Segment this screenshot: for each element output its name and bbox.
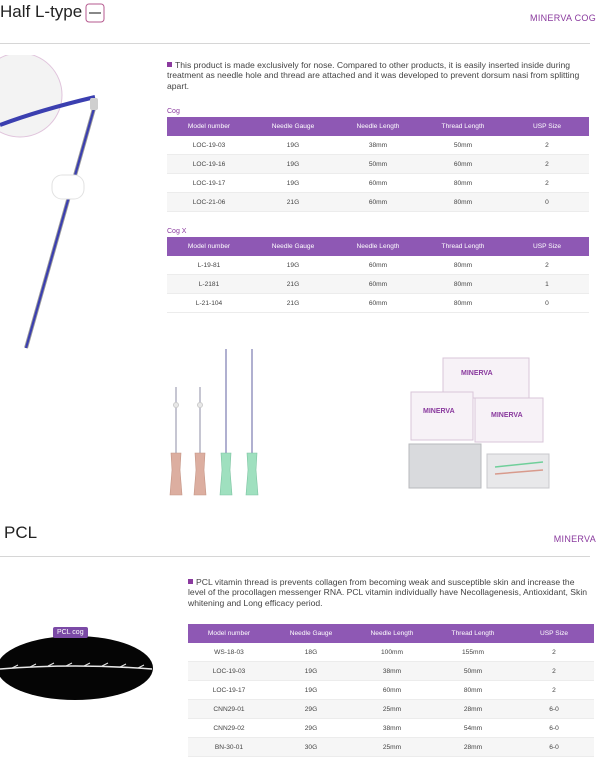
cell: 29G <box>270 719 352 738</box>
cell: 0 <box>505 193 589 212</box>
cell: CNN29-02 <box>188 719 270 738</box>
header-needle-gauge: Needle Gauge <box>270 624 352 643</box>
table-row <box>167 256 589 275</box>
table-row <box>188 681 594 700</box>
cell: 1 <box>505 275 589 294</box>
header-needle-length: Needle Length <box>352 624 432 643</box>
cell: CNN29-01 <box>188 700 270 719</box>
cell: 21G <box>251 275 335 294</box>
table-caption-cog-x: Cog X <box>167 228 187 235</box>
bullet-square-icon <box>167 62 172 67</box>
table-header-row <box>167 117 589 136</box>
header-model-number: Model number <box>167 237 251 256</box>
table-header-row <box>188 624 594 643</box>
cell: 21G <box>251 193 335 212</box>
table-row <box>167 294 589 313</box>
cell: 29G <box>270 700 352 719</box>
cell: 38mm <box>352 719 432 738</box>
cell: 80mm <box>432 681 514 700</box>
pcl-spec-table <box>188 624 594 757</box>
header-needle-length: Needle Length <box>335 237 421 256</box>
cell: 28mm <box>432 700 514 719</box>
half-l-type-thumbnail-icon <box>85 3 105 23</box>
table-row <box>167 136 589 155</box>
header-usp-size: USP Size <box>505 117 589 136</box>
cell: 19G <box>251 155 335 174</box>
cell: 50mm <box>421 136 505 155</box>
cell: 6-0 <box>514 700 594 719</box>
cell: 2 <box>514 643 594 662</box>
table-row <box>188 643 594 662</box>
header-needle-length: Needle Length <box>335 117 421 136</box>
cell: 80mm <box>421 174 505 193</box>
cog-x-spec-table <box>167 237 589 313</box>
cell: WS-18-03 <box>188 643 270 662</box>
cell: 50mm <box>432 662 514 681</box>
cell: LOC-19-03 <box>188 662 270 681</box>
cell: LOC-19-03 <box>167 136 251 155</box>
cell: 60mm <box>352 681 432 700</box>
cell: 25mm <box>352 700 432 719</box>
cell: LOC-21-06 <box>167 193 251 212</box>
cell: 60mm <box>335 275 421 294</box>
cell: 19G <box>251 256 335 275</box>
cell: 30G <box>270 738 352 757</box>
header-needle-gauge: Needle Gauge <box>251 117 335 136</box>
header-thread-length: Thread Length <box>432 624 514 643</box>
cell: 19G <box>251 174 335 193</box>
header-usp-size: USP Size <box>514 624 594 643</box>
table-row <box>167 174 589 193</box>
header-thread-length: Thread Length <box>421 117 505 136</box>
package-label: MINERVA <box>491 412 523 419</box>
table-row <box>167 275 589 294</box>
cell: BN-30-01 <box>188 738 270 757</box>
table-row <box>167 193 589 212</box>
package-label: MINERVA <box>461 370 493 377</box>
pcl-cog-badge: PCL cog <box>53 627 88 638</box>
cell: 60mm <box>335 294 421 313</box>
cell: 6-0 <box>514 738 594 757</box>
section-title-pcl: PCL <box>4 523 38 542</box>
needles-product-photo <box>160 345 280 505</box>
cell: 19G <box>251 136 335 155</box>
table-row <box>188 700 594 719</box>
cell: L-21-104 <box>167 294 251 313</box>
needle-product-image <box>0 55 110 350</box>
table-row <box>188 662 594 681</box>
section-title-half-l-type: Half L-type <box>0 2 83 21</box>
header-needle-gauge: Needle Gauge <box>251 237 335 256</box>
brand-label: MINERVA COG <box>530 13 596 23</box>
package-label: MINERVA <box>423 408 455 415</box>
cell: 80mm <box>421 275 505 294</box>
cell: 60mm <box>335 193 421 212</box>
table-row <box>188 719 594 738</box>
header-usp-size: USP Size <box>505 237 589 256</box>
cell: LOC-19-16 <box>167 155 251 174</box>
cell: LOC-19-17 <box>167 174 251 193</box>
cell: 155mm <box>432 643 514 662</box>
section2-description: PCL vitamin thread is prevents collagen from becoming weak and susceptible skin and increase the level of the procollagen messenger RNA. PCL vitamin individually have Necollagenesis, Antioxidant, Skin whitening and Long efficacy period. <box>188 577 588 608</box>
cog-spec-table <box>167 117 589 212</box>
cell: 0 <box>505 294 589 313</box>
cell: 2 <box>505 155 589 174</box>
cell: 60mm <box>335 174 421 193</box>
table-row <box>167 155 589 174</box>
cell: LOC-19-17 <box>188 681 270 700</box>
cell: 19G <box>270 662 352 681</box>
table-header-row <box>167 237 589 256</box>
cell: 25mm <box>352 738 432 757</box>
cell: 80mm <box>421 256 505 275</box>
cell: 2 <box>505 174 589 193</box>
header-model-number: Model number <box>188 624 270 643</box>
cell: 60mm <box>335 256 421 275</box>
cell: 54mm <box>432 719 514 738</box>
header-model-number: Model number <box>167 117 251 136</box>
header-thread-length: Thread Length <box>421 237 505 256</box>
cell: 2 <box>514 662 594 681</box>
cell: 100mm <box>352 643 432 662</box>
section-divider <box>0 43 590 44</box>
cell: 28mm <box>432 738 514 757</box>
packaging-product-photo <box>405 352 555 497</box>
cell: 60mm <box>421 155 505 174</box>
pcl-cog-thread-image <box>0 630 160 710</box>
bullet-square-icon <box>188 579 193 584</box>
cell: 21G <box>251 294 335 313</box>
cell: 80mm <box>421 193 505 212</box>
cell: L-2181 <box>167 275 251 294</box>
cell: 38mm <box>352 662 432 681</box>
section-divider <box>0 556 590 557</box>
cell: 2 <box>514 681 594 700</box>
cell: 50mm <box>335 155 421 174</box>
cell: 18G <box>270 643 352 662</box>
cell: 2 <box>505 136 589 155</box>
cell: 6-0 <box>514 719 594 738</box>
cell: L-19-81 <box>167 256 251 275</box>
table-caption-cog: Cog <box>167 108 180 115</box>
cell: 80mm <box>421 294 505 313</box>
section1-description: This product is made exclusively for nose. Compared to other products, it is easily inserted inside during treatment as needle hole and thread are attached and it was developed to prevent dorsum nasi from splitting apart. <box>167 60 580 91</box>
cell: 2 <box>505 256 589 275</box>
cell: 19G <box>270 681 352 700</box>
brand-label: MINERVA <box>553 534 596 544</box>
cell: 38mm <box>335 136 421 155</box>
table-row <box>188 738 594 757</box>
